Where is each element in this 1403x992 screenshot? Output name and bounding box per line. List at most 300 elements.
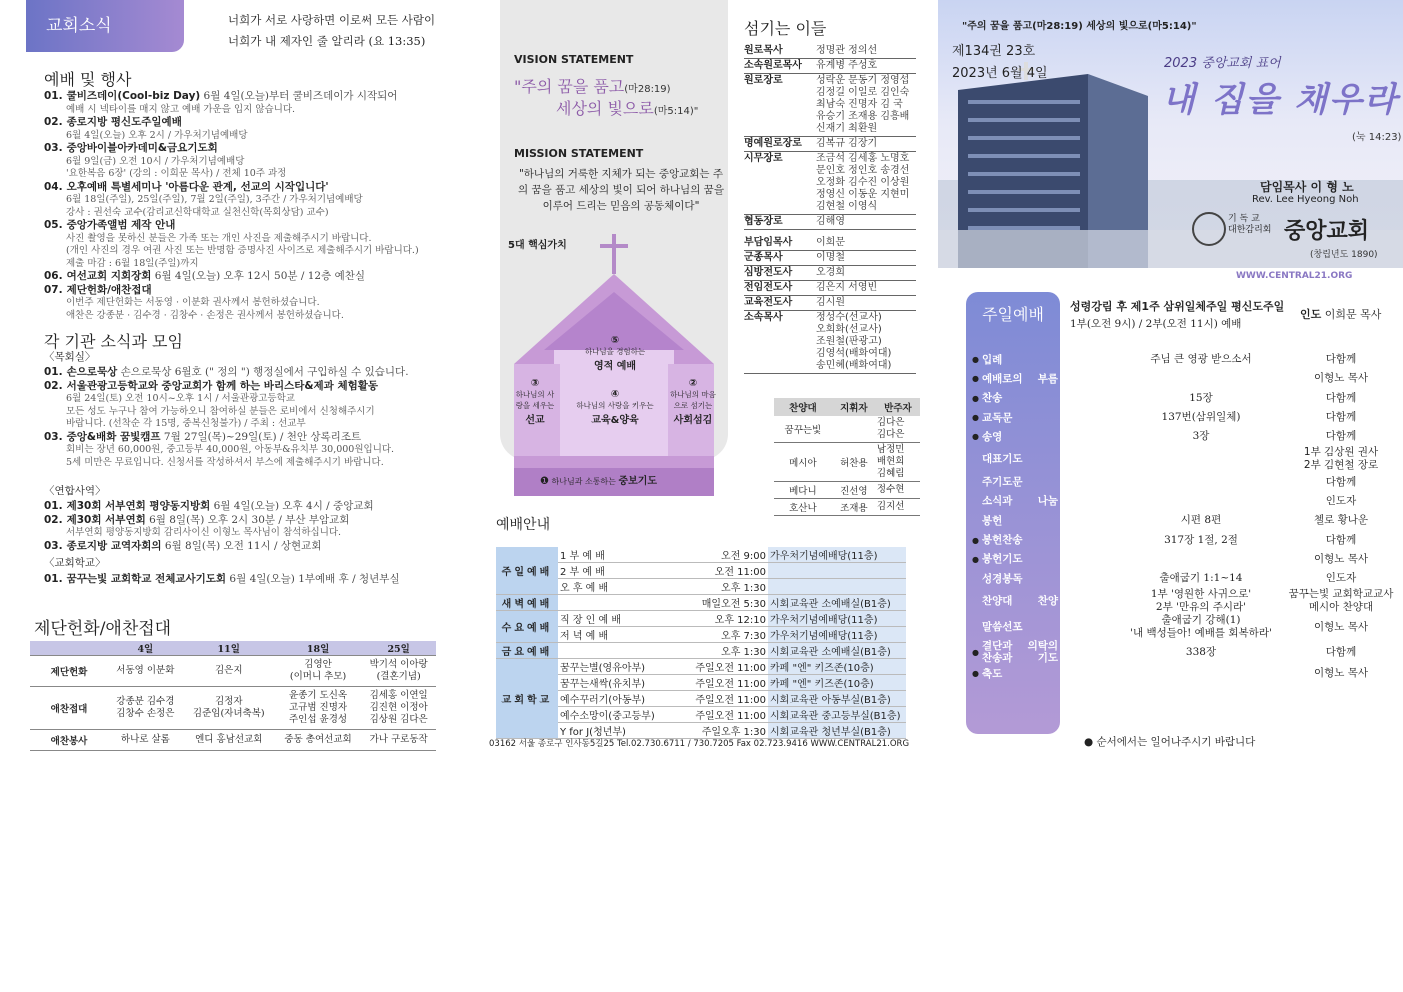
worship-events-list: [44, 90, 464, 322]
service-leader: [1300, 306, 1381, 322]
senior-pastor-en: Rev. Lee Hyeong Noh: [1252, 194, 1359, 205]
news-item-sub: 제출 마감 : 6월 18일(주일)까지: [66, 257, 199, 269]
order-label: 성경봉독: [982, 572, 1023, 585]
flower-head-col: 25일: [361, 641, 436, 656]
value-3-big: 선교: [525, 415, 545, 426]
order-content: 출애굽기 1:1~14: [1159, 572, 1243, 585]
choir-head-name: 찬양대: [789, 403, 817, 414]
staff-title: 섬기는 이들: [744, 19, 827, 38]
service-name: 예수소망이(중고등부): [560, 711, 655, 722]
value-4: [568, 389, 662, 426]
staff-row: [744, 250, 916, 265]
service-time: 오후 12:10: [714, 615, 766, 626]
order-label: 결단과 의탁의 찬송과 기도: [982, 640, 1058, 665]
news-item: [44, 116, 464, 130]
order-person: 다함께: [1325, 430, 1357, 443]
year-theme-label: 2023 중앙교회 표어: [1164, 56, 1281, 71]
staff-row: [744, 74, 916, 137]
service-row: [496, 611, 906, 627]
service-name: 1 부 예 배: [560, 551, 605, 562]
news-item-detail: 6월 8일(목) 오후 2시 30분 / 부산 부암교회: [145, 513, 350, 526]
staff-row: [744, 59, 916, 74]
value-2-small: 하나님의 마음으로 섬기는: [670, 390, 716, 410]
order-person: 다함께: [1325, 645, 1357, 658]
pastoral-office-list: [44, 366, 464, 469]
news-item-sub: 6월 9일(금) 오전 10시 / 가우처기념예배당: [66, 155, 245, 167]
service-group: 금요예배: [496, 643, 558, 659]
value-2: [670, 378, 716, 426]
service-name: 꿈꾸는별(영유아부): [560, 663, 646, 674]
news-item-detail: 6월 4일(오늘) 1부예배 후 / 청년부실: [226, 573, 400, 585]
staff-role: 소속원로목사: [744, 60, 802, 71]
news-item: [44, 514, 464, 528]
standing-dot-icon: ●: [972, 554, 979, 564]
news-item-number: 01.: [44, 500, 63, 512]
staff-row: [744, 236, 916, 251]
order-person: 다함께: [1325, 411, 1357, 424]
news-item-detail: 6월 8일(목) 오전 11시 / 상현교회: [161, 539, 322, 552]
order-row: [972, 550, 1396, 569]
order-label: 송영: [982, 430, 1003, 443]
order-label: 주기도문: [982, 476, 1023, 489]
news-item-sub: 사진 촬영을 못하신 분들은 가족 또는 개인 사진을 제출해주시기 바랍니다.: [66, 232, 372, 244]
service-leader-name: 이희문 목사: [1324, 308, 1382, 321]
service-row: [496, 691, 906, 707]
service-name: 저 녁 예 배: [560, 631, 609, 642]
news-item-number: 02.: [44, 379, 63, 392]
news-item-sub: (개인 사진의 경우 여권 사진 또는 반명함 증명사진 사이즈로 제출해주시기 바랍니다.): [66, 245, 419, 256]
news-item-title: 제30회 서부연회 평양동지방회: [66, 500, 211, 512]
flower-cell: 가나 구로동작: [361, 730, 436, 751]
standing-dot-icon: ●: [972, 413, 979, 423]
schedule-title: 예배안내: [496, 517, 551, 533]
choir-accompanist: 남정민 배현희 김혜림: [876, 444, 905, 479]
cover-image: [938, 0, 1403, 268]
news-item: [44, 219, 464, 233]
choir-row: [774, 482, 920, 499]
standing-dot-icon: ●: [972, 535, 979, 545]
order-row: [972, 492, 1396, 511]
service-place: 가우처기념예배당(11층): [768, 547, 906, 563]
choir-head-accompanist: 반주자: [884, 403, 912, 414]
service-place: 카페 "엔" 키즈존(10층): [768, 659, 906, 675]
news-item-number: 02.: [44, 513, 63, 526]
news-item-detail: 손으로묵상 6월호 (" 정의 ") 행정실에서 구입하실 수 있습니다.: [117, 366, 409, 378]
order-content: 3장: [1192, 430, 1210, 443]
news-item-title: 종로지방 평신도주일예배: [66, 116, 182, 128]
order-person: 다함께: [1325, 353, 1357, 366]
service-place: 시회교육관 중고등부실(B1층): [768, 707, 906, 723]
news-item-sub: 6월 24일(토) 오전 10시~오후 1시 / 서울관광고등학교: [66, 393, 295, 404]
flower-row: [30, 656, 436, 687]
choir-conductor: [832, 416, 876, 443]
news-item-title: 오후예배 특별세미나 '아름다운 관계, 선교의 시작입니다': [66, 180, 329, 193]
news-item: [44, 181, 464, 195]
staff-names: 이명철: [816, 251, 845, 263]
flower-cell: 서동영 이분화: [108, 656, 183, 687]
order-person: 첼로 황나운: [1313, 514, 1369, 527]
order-content: 338장: [1185, 645, 1217, 658]
service-name: [558, 595, 674, 611]
flower-cell: 엔디 홍남선교회: [183, 730, 275, 751]
flower-cell: 중동 총여선교회: [275, 730, 361, 751]
service-place: 카페 "엔" 키즈존(10층): [768, 675, 906, 691]
value-1: [540, 472, 657, 487]
core-values-heading: 5대 핵심가치: [508, 240, 567, 251]
choir-head-conductor: 지휘자: [840, 403, 868, 414]
staff-row: [744, 310, 916, 373]
vision-heading: VISION STATEMENT: [514, 53, 634, 66]
staff-role: 심방전도사: [744, 266, 793, 278]
value-2-big: 사회섬김: [673, 415, 713, 426]
news-item-title: 손으로묵상: [66, 366, 118, 378]
service-name: 예수꾸러기(아동부): [560, 695, 646, 706]
staff-row: [744, 280, 916, 295]
year-theme: 내 집을 채우라: [1162, 80, 1399, 120]
order-row: [972, 446, 1396, 472]
news-item: [44, 540, 464, 554]
service-row: [496, 675, 906, 691]
order-label: 소식과 나눔: [982, 495, 1058, 508]
service-row: [496, 627, 906, 643]
news-item: [44, 380, 464, 394]
order-of-service: [972, 350, 1396, 684]
order-person: 다함께: [1325, 475, 1357, 488]
value-4-small: 하나님의 사랑을 키우는: [576, 401, 654, 410]
staff-names: 정성수(선교사) 오희화(선교사) 조원철(판광고) 김영석(배화여대) 송민혜(배화여대): [816, 311, 892, 371]
verse-line-2: 너희가 내 제자인 줄 알리라 (요 13:35): [228, 34, 426, 48]
news-item-number: 05.: [44, 219, 63, 231]
service-time: 주일오전 11:00: [695, 663, 766, 674]
staff-role: 전임전도사: [744, 281, 793, 293]
news-item-number: 07.: [44, 283, 63, 296]
choir-name: 꿈꾸는빛: [784, 425, 822, 436]
standing-dot-icon: ●: [972, 374, 979, 384]
senior-pastor: 담임목사 이 형 노: [1260, 180, 1354, 194]
staff-role: 부담임목사: [744, 236, 793, 248]
service-leader-label: 인도: [1300, 308, 1322, 321]
standing-dot-icon: ●: [972, 355, 979, 365]
service-group: 주일예배: [496, 547, 558, 595]
flower-cell: 김영안 (이머니 추모): [275, 656, 361, 687]
order-row: [972, 350, 1396, 369]
order-label: 찬송: [982, 392, 1003, 405]
news-item-sub: 이번주 제단헌화는 서동영 · 이분화 권사께서 봉헌하셨습니다.: [66, 297, 320, 308]
order-label: 교독문: [982, 411, 1013, 424]
service-time: 오후 1:30: [721, 647, 766, 658]
news-item-detail: 6월 4일(오늘) 오후 12시 50분 / 12층 예찬실: [151, 270, 366, 282]
service-group: 교회학교: [496, 659, 558, 739]
news-item-sub: '요한복음 6장' (강의 : 이희문 목사) / 전체 10주 과정: [66, 168, 287, 179]
service-row: [496, 707, 906, 723]
vision-line-2-text: 세상의 빛으로: [556, 99, 654, 118]
choir-table: [774, 398, 920, 516]
staff-row: [744, 44, 916, 59]
service-time: 오후 1:30: [721, 583, 766, 594]
choir-row: [774, 416, 920, 443]
order-row: [972, 369, 1396, 388]
flower-row-label: 제단헌화: [30, 656, 108, 687]
flower-cell: 하나로 살롬: [108, 730, 183, 751]
news-item-detail: 6월 4일(오늘) 오후 4시 / 중앙교회: [210, 500, 374, 512]
value-5: [580, 335, 650, 372]
news-item-sub: 모든 성도 누구나 참여 가능하오니 참여하실 분들은 로비에서 신청해주시기: [66, 405, 375, 417]
mission-heading: MISSION STATEMENT: [514, 147, 644, 160]
order-row: [972, 408, 1396, 427]
service-name: 오 후 예 배: [560, 583, 609, 594]
order-tab-title: 주일예배: [982, 305, 1044, 324]
pastoral-office-label: 〈목회실〉: [44, 351, 96, 363]
order-label: 예배로의 부름: [982, 372, 1058, 385]
church-address: 03162 서울 종로구 인사동5길25 Tel.02.730.6711 / 730.7205 Fax 02.723.9416 WWW.CENTRAL21.ORG: [489, 739, 910, 749]
order-row: [972, 389, 1396, 408]
service-time: 오후 7:30: [721, 631, 766, 642]
service-place: [768, 563, 906, 579]
vision-line-1-text: "주의 꿈을 품고: [514, 77, 625, 96]
order-label: 봉헌: [982, 514, 1003, 527]
service-time: 주일오후 1:30: [701, 727, 766, 738]
flower-table-title: 제단헌화/애찬접대: [34, 619, 172, 639]
service-row: [496, 579, 906, 595]
value-1-small: 하나님과 소통하는: [551, 477, 616, 486]
standing-footnote: ● 순서에서는 일어나주시기 바랍니다: [1084, 736, 1256, 748]
news-item: [44, 284, 464, 298]
news-item-number: 03.: [44, 539, 63, 552]
order-person: 인도자: [1325, 494, 1357, 507]
staff-names: 조금석 김세홍 노명호 문인호 정인호 송경선 오정화 김수진 이상원 정영신 이동운 지현미 김현철 이영식: [816, 153, 910, 212]
service-time: 주일오전 11:00: [695, 711, 766, 722]
flower-head-col: 11일: [183, 641, 275, 656]
church-seal-icon: [1192, 212, 1226, 246]
service-time: 매일오전 5:30: [701, 599, 766, 610]
service-time: 주일오전 11:00: [695, 695, 766, 706]
staff-role: 원로목사: [744, 45, 783, 56]
order-row: [972, 511, 1396, 530]
order-content: 15장: [1189, 391, 1213, 404]
sunday-name: 성령강림 후 제1주 삼위일체주일 평신도주일: [1070, 300, 1285, 313]
issue-number: 제134권 23호: [952, 44, 1036, 59]
church-website: WWW.CENTRAL21.ORG: [1236, 271, 1353, 281]
staff-row: [744, 152, 916, 215]
value-1-number: ❶: [540, 476, 549, 487]
staff-names: 김시원: [816, 296, 845, 308]
order-person: 이형노 목사: [1313, 620, 1369, 633]
news-item-sub: 바랍니다. (선착순 각 15명, 중복신청불가) / 주최 : 선교부: [66, 418, 306, 429]
issue-date: 2023년 6월 4일: [952, 66, 1048, 81]
staff-names: 정명관 정의선: [816, 45, 878, 56]
news-item-title: 중앙바이블아카데미&금요기도회: [66, 142, 218, 154]
choir-name: 호산나: [789, 503, 817, 514]
choir-name: 메시아: [789, 458, 817, 469]
order-row: [972, 614, 1396, 640]
choir-conductor: 조재용: [840, 503, 868, 514]
order-content: 137번(삼위일체): [1161, 411, 1241, 424]
service-name: [558, 643, 674, 659]
value-3-small: 하나님의 사랑을 세우는: [515, 390, 555, 410]
service-place: 시회교육관 아동부실(B1층): [768, 691, 906, 707]
vision-line-2: [556, 96, 698, 119]
news-item: [44, 270, 464, 284]
flower-cell: 김세홍 이연일 김진현 이정아 김상원 김다은: [361, 687, 436, 730]
staff-names: 이희문: [816, 236, 845, 248]
news-item-number: 02.: [44, 116, 63, 128]
order-row: [972, 530, 1396, 549]
news-item-detail: 6월 4일(오늘)부터 쿨비즈데이가 시작되어: [200, 90, 398, 102]
mission-text: "하나님의 거룩한 지체가 되는 중앙교회는 주의 꿈을 품고 세상의 빛이 되어 하나님의 꿈을 이루어 드리는 믿음의 공동체이다": [518, 168, 724, 212]
news-item-number: 06.: [44, 270, 63, 282]
staff-names: 김은지 서영빈: [816, 281, 878, 293]
flower-cell: 강종분 김수경 김창수 손정은: [108, 687, 183, 730]
value-5-big: 영적 예배: [593, 361, 637, 372]
order-label: 봉헌기도: [982, 553, 1023, 566]
news-item-title: 중앙&배화 꿈빛캠프: [66, 430, 161, 443]
choir-accompanist: 김다은 김다은: [876, 417, 905, 440]
cover-motto: "주의 꿈을 품고(마28:19) 세상의 빛으로(마5:14)": [962, 21, 1197, 32]
news-item-title: 여선교회 지회장회: [66, 270, 152, 282]
staff-row: [744, 215, 916, 230]
standing-dot-icon: ●: [972, 432, 979, 442]
news-item-sub: 회비는 장년 60,000원, 중고등부 40,000원, 아동부&유치부 30,000원입니다.: [66, 444, 395, 455]
value-5-number: ⑤: [610, 335, 620, 346]
flower-head-col: 4일: [108, 641, 183, 656]
flower-head-col: 18일: [275, 641, 361, 656]
service-group: 새벽예배: [496, 595, 558, 611]
staff-row: [744, 295, 916, 310]
order-label: 봉헌찬송: [982, 534, 1023, 547]
order-row: [972, 640, 1396, 664]
standing-dot-icon: ●: [972, 669, 979, 679]
news-item-title: 종로지방 교역자회의: [66, 539, 162, 552]
value-5-small: 하나님을 경험하는: [584, 347, 646, 356]
service-place: 가우처기념예배당(11층): [768, 611, 906, 627]
vision-ref-2: (마5:14)": [653, 106, 699, 117]
service-time: 주일오전 11:00: [695, 679, 766, 690]
flower-head-blank: [30, 641, 108, 656]
value-3: [514, 378, 556, 426]
choir-row: [774, 499, 920, 516]
news-item-title: 서울관광고등학교와 중앙교회가 함께 하는 바리스타&제과 체험활동: [66, 379, 379, 392]
vision-ref-1: (마28:19): [624, 84, 671, 95]
verse-line-1: 너희가 서로 사랑하면 이로써 모든 사람이: [228, 13, 436, 27]
news-item-number: 01.: [44, 90, 63, 102]
news-item-title: 중앙가족앨범 제작 안내: [66, 219, 176, 231]
choir-accompanist: 김지선: [876, 501, 905, 512]
news-item: [44, 431, 464, 445]
church-school-label: 〈교회학교〉: [44, 557, 106, 569]
order-content: 317장 1절, 2절: [1164, 533, 1238, 546]
news-item-title: 제단헌화/애찬접대: [66, 283, 152, 296]
news-item-number: 03.: [44, 430, 63, 443]
flower-table: [30, 641, 436, 751]
service-name: 직 장 인 예 배: [560, 615, 622, 626]
org-news-heading: 각 기관 소식과 모임: [44, 332, 183, 351]
news-item-number: 03.: [44, 142, 63, 154]
staff-role: 명예원로장로: [744, 138, 802, 149]
service-place: 가우처기념예배당(11층): [768, 627, 906, 643]
order-person: 이형노 목사: [1313, 667, 1369, 680]
order-person: 1부 김상원 권사 2부 김현철 장로: [1303, 446, 1379, 472]
service-schedule-table: [496, 547, 906, 739]
flower-cell: 김정자 김준임(자녀축복): [183, 687, 275, 730]
church-founded: (창립년도 1890): [1310, 250, 1378, 260]
order-row: [972, 664, 1396, 683]
order-person: 인도자: [1325, 572, 1357, 585]
standing-dot-icon: ●: [972, 647, 979, 657]
order-label: 축도: [982, 667, 1003, 680]
vision-line-1: [514, 74, 671, 97]
order-content: 주님 큰 영광 받으소서: [1150, 353, 1252, 366]
service-name: 2 부 예 배: [560, 567, 605, 578]
value-3-number: ③: [530, 378, 540, 389]
church-denomination-2: 대한감리회: [1228, 225, 1272, 235]
service-place: 시회교육관 소예배실(B1층): [768, 595, 906, 611]
service-row: [496, 563, 906, 579]
choir-name: 베다니: [789, 486, 817, 497]
staff-row: [744, 265, 916, 280]
news-item-sub: 6월 4일(오늘) 오후 2시 / 가우처기념예배당: [66, 129, 248, 141]
service-time: 오전 9:00: [721, 551, 766, 562]
order-label: 말씀선포: [982, 621, 1023, 634]
choir-conductor: 진선영: [840, 486, 868, 497]
news-item-title: 제30회 서부연회: [66, 513, 146, 526]
news-item: [44, 142, 464, 156]
service-row: [496, 547, 906, 563]
choir-accompanist: 정수현: [876, 484, 905, 495]
staff-role: 군종목사: [744, 251, 783, 263]
staff-names: 김복규 김장기: [816, 138, 878, 149]
staff-role: 협동장로: [744, 216, 783, 227]
staff-names: 오경희: [816, 266, 845, 278]
service-group: 수요예배: [496, 611, 558, 643]
church-name: 중앙교회: [1284, 219, 1370, 244]
staff-role: 소속목사: [744, 311, 783, 323]
news-item-title: 쿨비즈데이(Cool-biz Day): [66, 90, 201, 102]
news-item-sub: 5세 미만은 무료입니다. 신청서를 작성하셔서 부스에 제출해주시기 바랍니다.: [66, 456, 384, 468]
service-name: 꿈꾸는새싹(유치부): [560, 679, 646, 690]
church-denomination: [1228, 214, 1271, 236]
staff-role: 원로장로: [744, 75, 783, 86]
order-row: [972, 427, 1396, 446]
news-item-sub: 예배 시 넥타이를 매지 않고 예배 가운을 입지 않습니다.: [66, 103, 296, 115]
union-ministry-list: [44, 500, 464, 553]
flower-cell: 윤종기 도신옥 고규범 진명자 주인섭 윤경성: [275, 687, 361, 730]
news-item-number: 01.: [44, 573, 63, 585]
service-row: [496, 659, 906, 675]
staff-names: 성락운 문동기 정영섭 김정길 이일로 김인숙 최남숙 진명자 김 국 유승기 조재용 김흥배 신재기 최환원: [816, 75, 910, 134]
order-row: [972, 569, 1396, 588]
church-school-list: [44, 573, 464, 587]
staff-names: 김해영: [816, 216, 845, 227]
order-label: 대표기도: [982, 453, 1023, 466]
year-theme-ref: (눅 14:23): [1352, 132, 1402, 143]
order-person: 다함께: [1325, 533, 1357, 546]
flower-cell: 박기석 이아랑 (결혼기념): [361, 656, 436, 687]
service-row: [496, 643, 906, 659]
news-item-sub: 애찬은 강종분 · 김수경 · 김창수 · 손정은 권사께서 봉헌하셨습니다.: [66, 309, 344, 321]
flower-row-label: 애찬접대: [30, 687, 108, 730]
church-denomination-1: 기 독 교: [1228, 214, 1260, 224]
news-item-sub: 6월 18일(주일), 25일(주일), 7월 2일(주일), 3주간 / 가우처기념예배당: [66, 194, 363, 205]
news-item: [44, 90, 464, 104]
service-row: [496, 595, 906, 611]
value-2-number: ②: [688, 378, 698, 389]
news-tab: 교회소식: [26, 0, 184, 52]
value-4-big: 교육&양육: [591, 415, 639, 426]
news-item: [44, 366, 464, 380]
order-person: 이형노 목사: [1313, 552, 1369, 565]
flower-row: [30, 730, 436, 751]
service-place: [768, 579, 906, 595]
